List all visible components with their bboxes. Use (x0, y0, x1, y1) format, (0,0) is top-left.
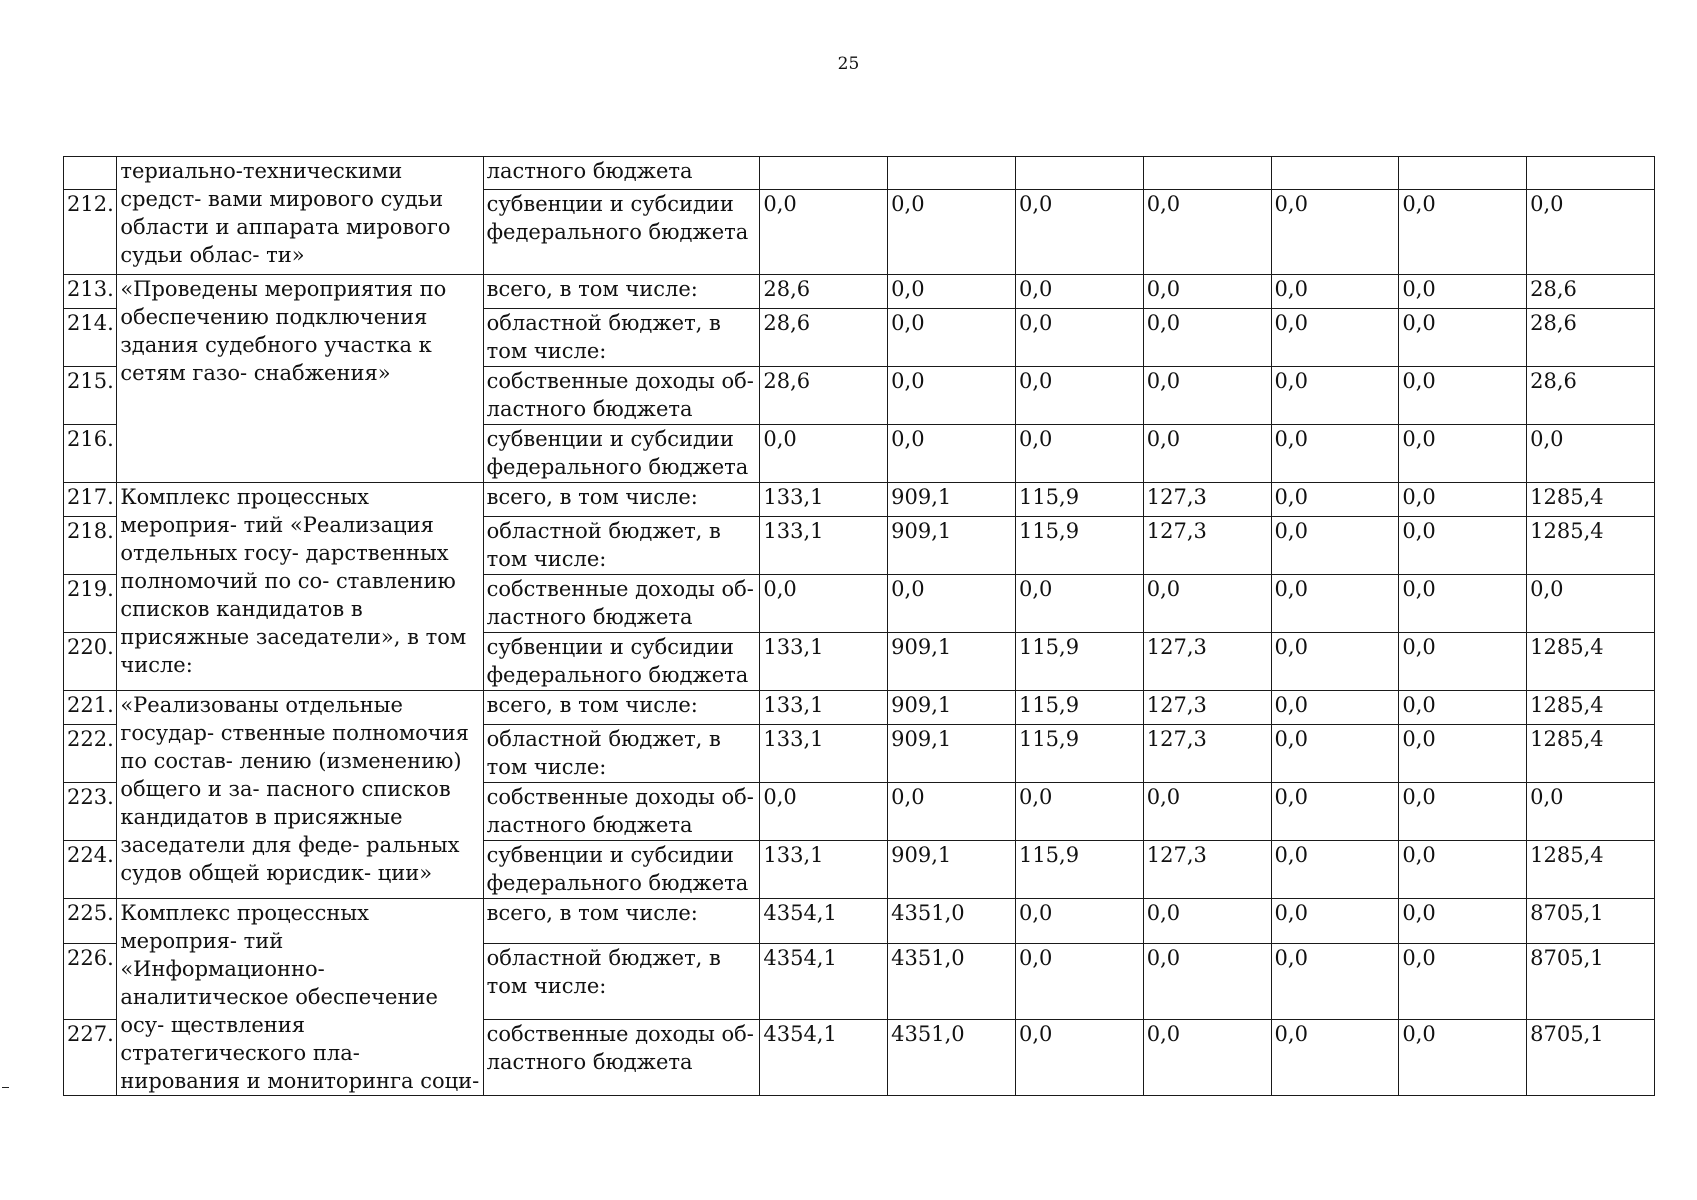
funding-source: собственные доходы об- ластного бюджета (483, 1019, 760, 1095)
value-cell: 0,0 (1015, 275, 1143, 309)
value-cell: 0,0 (1271, 483, 1399, 517)
value-total: 0,0 (1527, 425, 1655, 483)
table-body (64, 157, 1655, 1096)
row-number: 222. (64, 725, 117, 783)
value-cell: 0,0 (1143, 190, 1271, 275)
row-number: 216. (64, 425, 117, 483)
funding-source: областной бюджет, в том числе: (483, 725, 760, 783)
row-number: 217. (64, 483, 117, 517)
value-cell: 127,3 (1143, 691, 1271, 725)
value-cell: 0,0 (1271, 517, 1399, 575)
value-cell: 127,3 (1143, 483, 1271, 517)
value-cell: 115,9 (1015, 483, 1143, 517)
value-cell: 0,0 (888, 575, 1016, 633)
value-cell (888, 157, 1016, 190)
value-cell: 133,1 (760, 725, 888, 783)
value-cell: 909,1 (888, 691, 1016, 725)
funding-source: областной бюджет, в том числе: (483, 517, 760, 575)
row-number: 227. (64, 1019, 117, 1095)
value-cell: 909,1 (888, 633, 1016, 691)
value-cell: 0,0 (1399, 725, 1527, 783)
row-number: 218. (64, 517, 117, 575)
value-cell: 0,0 (1399, 367, 1527, 425)
margin-mark (2, 1087, 9, 1088)
value-cell: 0,0 (1015, 783, 1143, 841)
value-cell: 133,1 (760, 691, 888, 725)
value-cell: 0,0 (1143, 425, 1271, 483)
value-cell: 909,1 (888, 725, 1016, 783)
row-number: 219. (64, 575, 117, 633)
page-number: 25 (837, 54, 860, 74)
value-cell: 0,0 (1015, 899, 1143, 944)
value-cell: 0,0 (760, 575, 888, 633)
value-cell: 0,0 (1143, 943, 1271, 1019)
value-cell: 133,1 (760, 483, 888, 517)
value-cell: 4354,1 (760, 1019, 888, 1095)
value-cell: 0,0 (1271, 783, 1399, 841)
value-cell (1143, 157, 1271, 190)
value-cell: 4351,0 (888, 1019, 1016, 1095)
value-cell (1015, 157, 1143, 190)
row-number: 215. (64, 367, 117, 425)
value-cell: 0,0 (1015, 425, 1143, 483)
value-cell: 0,0 (1399, 943, 1527, 1019)
funding-source: собственные доходы об- ластного бюджета (483, 367, 760, 425)
value-cell: 0,0 (1143, 1019, 1271, 1095)
activity-description: Комплекс процессных мероприя- тий «Реализация отдельных госу- дарственных полномочий по со- ставлению списков кандидатов в присяжные заседатели», в том числе: (117, 483, 483, 691)
row-number: 214. (64, 309, 117, 367)
value-cell: 0,0 (888, 425, 1016, 483)
value-total: 8705,1 (1527, 1019, 1655, 1095)
value-cell: 28,6 (760, 309, 888, 367)
value-cell: 0,0 (1399, 483, 1527, 517)
value-cell: 0,0 (1015, 309, 1143, 367)
value-cell: 0,0 (1399, 691, 1527, 725)
activity-description: «Реализованы отдельные государ- ственные полномочия по состав- лению (изменению) общего и за- пасного списков кандидатов в присяжные заседатели для феде- ральных судов общей юрисдик- ции» (117, 691, 483, 899)
value-total: 28,6 (1527, 367, 1655, 425)
value-cell: 0,0 (1143, 899, 1271, 944)
value-cell: 0,0 (1271, 190, 1399, 275)
value-total: 1285,4 (1527, 691, 1655, 725)
value-cell: 115,9 (1015, 633, 1143, 691)
value-cell: 0,0 (888, 309, 1016, 367)
value-cell: 0,0 (1271, 899, 1399, 944)
value-total: 28,6 (1527, 275, 1655, 309)
value-cell: 0,0 (1015, 1019, 1143, 1095)
row-number: 225. (64, 899, 117, 944)
value-cell (1271, 157, 1399, 190)
value-cell (1399, 157, 1527, 190)
value-cell: 0,0 (888, 367, 1016, 425)
value-cell: 127,3 (1143, 725, 1271, 783)
value-cell: 4354,1 (760, 943, 888, 1019)
row-number: 220. (64, 633, 117, 691)
table-row (64, 899, 1655, 944)
funding-source: собственные доходы об- ластного бюджета (483, 575, 760, 633)
value-cell: 0,0 (1399, 275, 1527, 309)
table-row (64, 275, 1655, 309)
funding-source: ластного бюджета (483, 157, 760, 190)
value-total: 1285,4 (1527, 725, 1655, 783)
value-cell: 0,0 (760, 783, 888, 841)
value-cell: 4354,1 (760, 899, 888, 944)
value-cell: 0,0 (1399, 190, 1527, 275)
value-cell: 0,0 (1015, 190, 1143, 275)
value-cell: 4351,0 (888, 943, 1016, 1019)
value-cell: 0,0 (1399, 783, 1527, 841)
value-cell: 0,0 (1399, 517, 1527, 575)
row-number (64, 157, 117, 190)
value-cell: 0,0 (1271, 309, 1399, 367)
value-total: 1285,4 (1527, 517, 1655, 575)
activity-description: «Проведены мероприятия по обеспечению подключения здания судебного участка к сетям газо- снабжения» (117, 275, 483, 483)
value-cell: 133,1 (760, 633, 888, 691)
value-cell: 0,0 (1015, 367, 1143, 425)
value-cell: 0,0 (1271, 633, 1399, 691)
value-cell: 0,0 (888, 783, 1016, 841)
value-total: 28,6 (1527, 309, 1655, 367)
value-total: 8705,1 (1527, 943, 1655, 1019)
value-cell: 0,0 (888, 190, 1016, 275)
funding-source: субвенции и субсидии федерального бюджета (483, 425, 760, 483)
funding-source: областной бюджет, в том числе: (483, 943, 760, 1019)
value-cell: 4351,0 (888, 899, 1016, 944)
value-cell: 909,1 (888, 483, 1016, 517)
value-cell: 0,0 (888, 275, 1016, 309)
table-row (64, 691, 1655, 725)
row-number: 223. (64, 783, 117, 841)
funding-source: всего, в том числе: (483, 899, 760, 944)
value-cell: 133,1 (760, 841, 888, 899)
funding-source: всего, в том числе: (483, 483, 760, 517)
value-cell: 0,0 (1271, 1019, 1399, 1095)
row-number: 221. (64, 691, 117, 725)
value-cell: 133,1 (760, 517, 888, 575)
value-cell: 0,0 (1143, 367, 1271, 425)
value-cell: 0,0 (760, 425, 888, 483)
value-cell: 127,3 (1143, 633, 1271, 691)
funding-source: собственные доходы об- ластного бюджета (483, 783, 760, 841)
funding-source: областной бюджет, в том числе: (483, 309, 760, 367)
value-cell: 0,0 (1399, 1019, 1527, 1095)
funding-source: субвенции и субсидии федерального бюджета (483, 190, 760, 275)
value-total (1527, 157, 1655, 190)
value-cell: 909,1 (888, 841, 1016, 899)
value-cell: 115,9 (1015, 517, 1143, 575)
value-cell: 0,0 (1271, 575, 1399, 633)
value-cell: 28,6 (760, 275, 888, 309)
value-cell: 0,0 (1399, 899, 1527, 944)
value-cell: 0,0 (1399, 309, 1527, 367)
row-number: 212. (64, 190, 117, 275)
value-cell: 0,0 (1143, 309, 1271, 367)
value-cell (760, 157, 888, 190)
activity-description: Комплекс процессных мероприя- тий «Информационно- аналитическое обеспечение осу- ществления стратегического пла- нирования и мониторинга соци- (117, 899, 483, 1096)
value-cell: 0,0 (1143, 783, 1271, 841)
value-cell: 909,1 (888, 517, 1016, 575)
value-total: 1285,4 (1527, 483, 1655, 517)
row-number: 213. (64, 275, 117, 309)
funding-source: субвенции и субсидии федерального бюджета (483, 841, 760, 899)
funding-source: всего, в том числе: (483, 691, 760, 725)
value-cell: 0,0 (1271, 841, 1399, 899)
value-cell: 127,3 (1143, 841, 1271, 899)
value-cell: 0,0 (1271, 691, 1399, 725)
value-cell: 28,6 (760, 367, 888, 425)
value-cell: 115,9 (1015, 691, 1143, 725)
table-row (64, 483, 1655, 517)
value-total: 1285,4 (1527, 841, 1655, 899)
value-cell: 0,0 (1271, 725, 1399, 783)
funding-source: субвенции и субсидии федерального бюджета (483, 633, 760, 691)
value-cell: 115,9 (1015, 725, 1143, 783)
row-number: 226. (64, 943, 117, 1019)
funding-source: всего, в том числе: (483, 275, 760, 309)
value-cell: 0,0 (1271, 367, 1399, 425)
value-cell: 0,0 (1143, 575, 1271, 633)
value-total: 1285,4 (1527, 633, 1655, 691)
value-cell: 0,0 (1399, 575, 1527, 633)
value-cell: 0,0 (1271, 275, 1399, 309)
value-total: 0,0 (1527, 575, 1655, 633)
activity-description: териально-техническими средст- вами мирового судьи области и аппарата мирового судьи облас- ти» (117, 157, 483, 275)
table-row (64, 157, 1655, 190)
value-total: 0,0 (1527, 190, 1655, 275)
value-total: 8705,1 (1527, 899, 1655, 944)
value-cell: 0,0 (1271, 425, 1399, 483)
value-cell: 127,3 (1143, 517, 1271, 575)
value-cell: 0,0 (760, 190, 888, 275)
value-cell: 0,0 (1015, 943, 1143, 1019)
value-cell: 0,0 (1399, 425, 1527, 483)
value-cell: 0,0 (1399, 841, 1527, 899)
value-cell: 0,0 (1271, 943, 1399, 1019)
value-cell: 0,0 (1143, 275, 1271, 309)
budget-table (63, 156, 1655, 1096)
value-cell: 0,0 (1399, 633, 1527, 691)
row-number: 224. (64, 841, 117, 899)
value-total: 0,0 (1527, 783, 1655, 841)
value-cell: 115,9 (1015, 841, 1143, 899)
value-cell: 0,0 (1015, 575, 1143, 633)
